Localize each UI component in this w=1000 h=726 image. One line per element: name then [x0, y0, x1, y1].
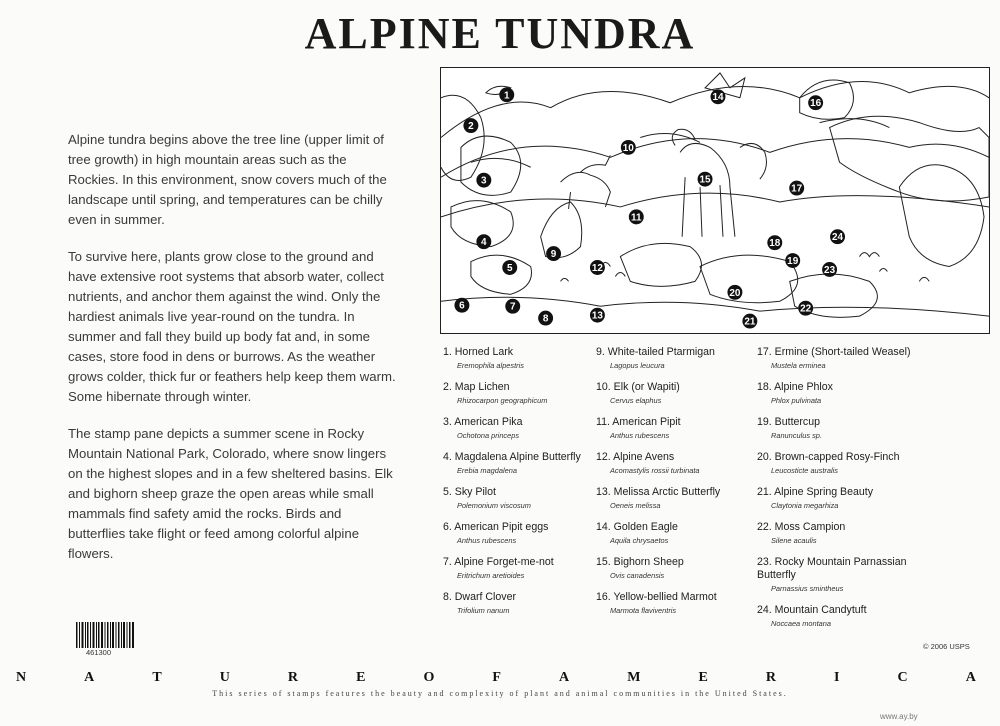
- copyright: © 2006 USPS: [923, 642, 970, 651]
- series-letter: T: [152, 670, 162, 685]
- callout-9: 9: [550, 249, 557, 261]
- scientific-name: Erebia magdalena: [457, 466, 517, 475]
- legend-item: [596, 556, 756, 581]
- series-letter: A: [965, 670, 976, 685]
- series-letter: A: [84, 670, 95, 685]
- legend-item: [596, 416, 756, 441]
- legend-item: [757, 521, 922, 546]
- intro-paragraph: The stamp pane depicts a summer scene in Rocky Mountain National Park, Colorado, where snow lingers on the highest slopes and in a few sheltered basins. Elk and bighorn sheep graze the open areas while small mammals find safety amid the rocks. Birds and butterflies take flight or feed among colorful alpine flowers.: [68, 426, 393, 561]
- callout-4: 4: [481, 237, 487, 249]
- legend-item: [596, 346, 756, 371]
- scientific-name: Mustela erminea: [771, 361, 826, 370]
- scientific-name: Eritrichum aretioides: [457, 571, 525, 580]
- scientific-name: Ovis canadensis: [610, 571, 665, 580]
- legend-item: [596, 486, 756, 511]
- intro-text: [68, 130, 398, 581]
- callout-12: 12: [591, 262, 603, 274]
- scientific-name: Phlox pulvinata: [771, 396, 822, 405]
- species-name: 6. American Pipit eggs: [443, 521, 549, 533]
- tundra-illustration: [440, 67, 990, 334]
- scientific-name: Aquila chrysaetos: [610, 536, 669, 545]
- species-name: 17. Ermine (Short-tailed Weasel): [757, 346, 911, 358]
- legend-item: [757, 556, 922, 594]
- scientific-name: Anthus rubescens: [457, 536, 517, 545]
- scientific-name: Cervus elaphus: [610, 396, 662, 405]
- legend-item: [757, 381, 922, 406]
- scientific-name: Noccaea montana: [771, 619, 831, 628]
- callout-1: 1: [503, 90, 510, 102]
- species-name: 3. American Pika: [443, 416, 523, 428]
- callout-14: 14: [712, 92, 724, 104]
- callout-6: 6: [459, 300, 465, 312]
- callout-8: 8: [542, 313, 549, 325]
- series-title: [16, 670, 976, 686]
- scientific-name: Leucosticte australis: [771, 466, 838, 475]
- series-letter: R: [287, 670, 299, 685]
- scientific-name: Oeneis melissa: [610, 501, 661, 510]
- series-letter: I: [834, 670, 840, 685]
- intro-paragraph: Alpine tundra begins above the tree line (upper limit of tree growth) in high mountain areas such as the Rockies. In this environment, snow covers much of the landscape until spring, and temperatures can be chilly even in summer.: [68, 132, 387, 227]
- species-name: 14. Golden Eagle: [596, 521, 678, 533]
- legend-item: [596, 591, 756, 616]
- series-letter: M: [627, 670, 641, 685]
- legend-item: [596, 521, 756, 546]
- callout-23: 23: [824, 264, 836, 276]
- scientific-name: Ranunculus sp.: [771, 431, 822, 440]
- callout-badges: [454, 87, 845, 328]
- callout-21: 21: [744, 316, 756, 328]
- watermark: www.ay.by: [880, 712, 918, 721]
- callout-7: 7: [509, 301, 516, 313]
- series-letter: F: [492, 670, 501, 685]
- species-name: 18. Alpine Phlox: [757, 381, 833, 393]
- callout-18: 18: [769, 238, 781, 250]
- species-name: 12. Alpine Avens: [596, 451, 675, 463]
- legend-item: [443, 416, 603, 441]
- species-name: 10. Elk (or Wapiti): [596, 381, 680, 393]
- callout-19: 19: [787, 256, 799, 268]
- legend-item: [757, 604, 922, 629]
- legend-item: [443, 556, 603, 581]
- species-name: 7. Alpine Forget-me-not: [443, 556, 554, 568]
- callout-17: 17: [791, 183, 803, 195]
- barcode: [76, 622, 134, 648]
- legend-item: [443, 486, 603, 511]
- species-name: 9. White-tailed Ptarmigan: [596, 346, 715, 358]
- callout-2: 2: [468, 121, 474, 133]
- legend-column-3: [757, 346, 922, 639]
- scientific-name: Polemonium viscosum: [457, 501, 531, 510]
- series-letter: O: [423, 670, 435, 685]
- intro-paragraph: To survive here, plants grow close to the ground and have extensive root systems that absorb water, collect nutrients, and anchor them against the wind. Only the hardiest animals live year-round on the tundra. In summer and fall they build up body fat and, in some cases, store food in dens or burrows. As the weather grows colder, thick fur or feathers help keep them warm. Some hibernate through winter.: [68, 249, 396, 404]
- legend-item: [596, 451, 756, 476]
- scientific-name: Lagopus leucura: [610, 361, 665, 370]
- species-name: 4. Magdalena Alpine Butterfly: [443, 451, 581, 463]
- series-letter: N: [16, 670, 27, 685]
- callout-16: 16: [810, 98, 822, 110]
- scientific-name: Anthus rubescens: [610, 431, 670, 440]
- legend-item: [757, 486, 922, 511]
- species-name: 24. Mountain Candytuft: [757, 604, 867, 616]
- callout-20: 20: [729, 287, 741, 299]
- scientific-name: Ochotona princeps: [457, 431, 520, 440]
- scientific-name: Acomastylis rossii turbinata: [610, 466, 700, 475]
- species-name: 23. Rocky Mountain Parnassian Butterfly: [757, 556, 907, 581]
- legend-item: [443, 521, 603, 546]
- legend-item: [757, 416, 922, 441]
- series-letter: R: [765, 670, 776, 685]
- line-drawing: [441, 68, 989, 333]
- legend-item: [443, 346, 603, 371]
- legend-item: [443, 381, 603, 406]
- species-name: 22. Moss Campion: [757, 521, 846, 533]
- page-title: ALPINE TUNDRA: [304, 9, 696, 58]
- species-name: 19. Buttercup: [757, 416, 821, 428]
- species-name: 21. Alpine Spring Beauty: [757, 486, 874, 498]
- species-name: 11. American Pipit: [596, 416, 681, 428]
- series-letter: A: [559, 670, 570, 685]
- scientific-name: Eremophila alpestris: [457, 361, 524, 370]
- scientific-name: Claytonia megarhiza: [771, 501, 839, 510]
- species-name: 8. Dwarf Clover: [443, 591, 516, 603]
- series-letter: E: [356, 670, 366, 685]
- species-name: 20. Brown-capped Rosy-Finch: [757, 451, 900, 463]
- callout-22: 22: [800, 303, 812, 315]
- callout-24: 24: [832, 232, 844, 244]
- scientific-name: Trifolium nanum: [457, 606, 510, 615]
- species-name: 16. Yellow-bellied Marmot: [596, 591, 717, 603]
- species-name: 13. Melissa Arctic Butterfly: [596, 486, 721, 498]
- callout-13: 13: [591, 310, 603, 322]
- legend-item: [757, 451, 922, 476]
- species-name: 1. Horned Lark: [443, 346, 514, 358]
- callout-15: 15: [699, 174, 711, 186]
- callout-11: 11: [631, 212, 642, 224]
- scientific-name: Parnassius smintheus: [771, 584, 844, 593]
- callout-3: 3: [481, 175, 487, 187]
- legend-item: [443, 451, 603, 476]
- species-name: 2. Map Lichen: [443, 381, 510, 393]
- legend-item: [596, 381, 756, 406]
- scientific-name: Silene acaulis: [771, 536, 817, 545]
- series-subtitle: This series of stamps features the beauty and complexity of plant and animal communities in the United States.: [212, 689, 788, 698]
- species-name: 5. Sky Pilot: [443, 486, 496, 498]
- callout-5: 5: [506, 262, 513, 274]
- legend-item: [443, 591, 603, 616]
- series-letter: E: [698, 670, 708, 685]
- legend-item: [757, 346, 922, 371]
- scientific-name: Rhizocarpon geographicum: [457, 396, 548, 405]
- barcode-number: 461300: [86, 648, 112, 657]
- species-name: 15. Bighorn Sheep: [596, 556, 684, 568]
- scientific-name: Marmota flaviventris: [610, 606, 677, 615]
- series-letter: C: [897, 670, 908, 685]
- legend-column-1: [443, 346, 603, 626]
- series-letter: U: [219, 670, 230, 685]
- legend-column-2: [596, 346, 756, 626]
- callout-10: 10: [622, 142, 634, 154]
